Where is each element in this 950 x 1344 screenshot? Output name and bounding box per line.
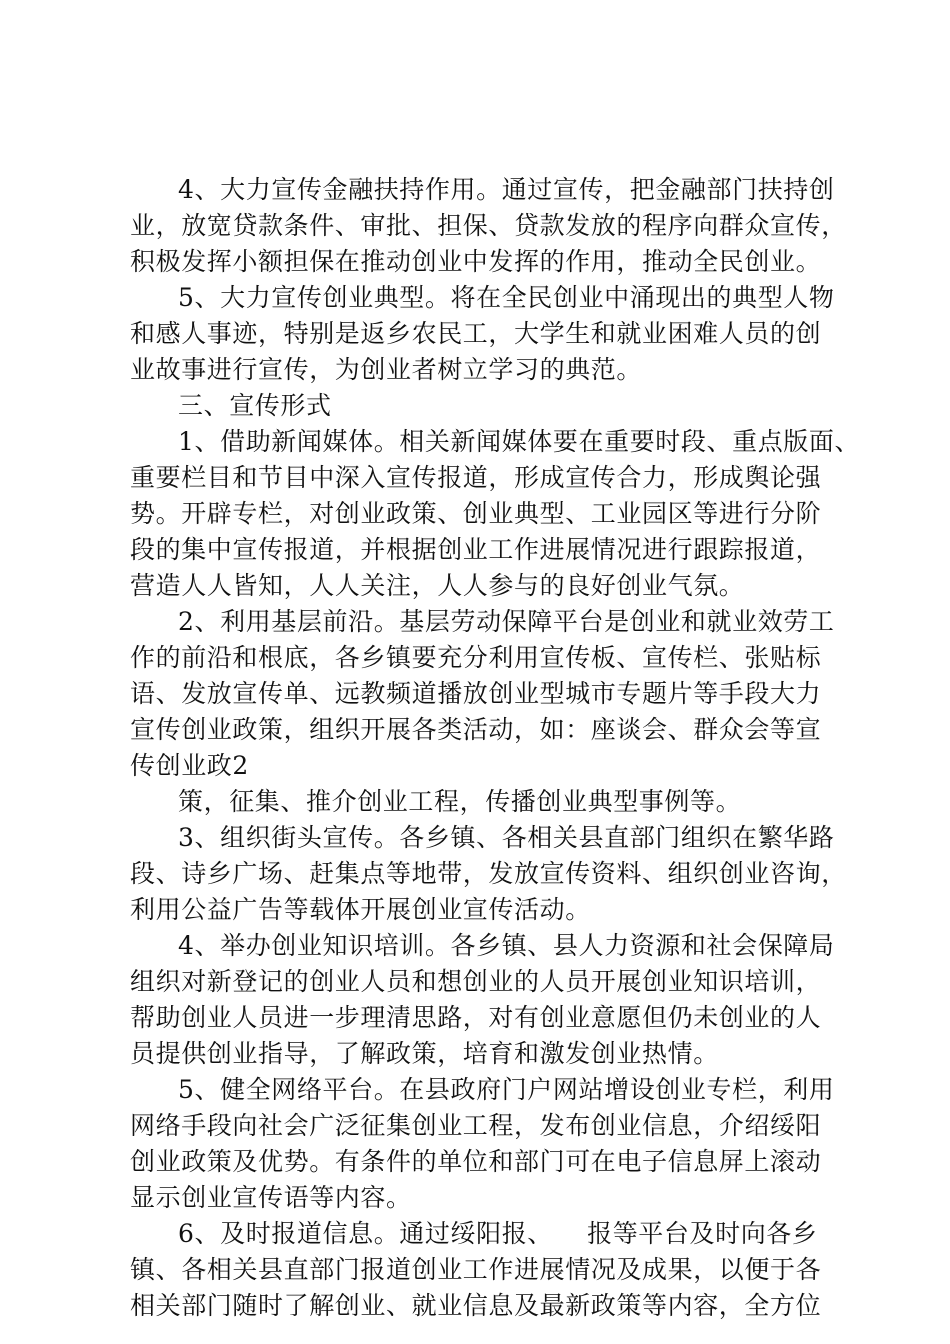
text-line: 4、大力宣传金融扶持作用。通过宣传，把金融部门扶持创	[178, 175, 835, 204]
text-line: 员提供创业指导，了解政策，培育和激发创业热情。	[130, 1039, 719, 1068]
text-line: 宣传创业政策，组织开展各类活动，如：座谈会、群众会等宣	[130, 715, 822, 744]
text-line: 5、健全网络平台。在县政府门户网站增设创业专栏，利用	[178, 1075, 835, 1104]
text-line: 4、举办创业知识培训。各乡镇、县人力资源和社会保障局	[178, 931, 835, 960]
text-line: 策，征集、推介创业工程，传播创业典型事例等。	[178, 787, 742, 816]
text-line: 营造人人皆知，人人关注，人人参与的良好创业气氛。	[130, 571, 745, 600]
text-line: 重要栏目和节目中深入宣传报道，形成宣传合力，形成舆论强	[130, 463, 822, 492]
text-line: 相关部门随时了解创业、就业信息及最新政策等内容，全方位	[130, 1291, 822, 1320]
text-line: 2、利用基层前沿。基层劳动保障平台是创业和就业效劳工	[178, 607, 835, 636]
text-line: 帮助创业人员进一步理清思路，对有创业意愿但仍未创业的人	[130, 1003, 822, 1032]
text-line: 语、发放宣传单、远教频道播放创业型城市专题片等手段大力	[130, 679, 822, 708]
text-line: 3、组织街头宣传。各乡镇、各相关县直部门组织在繁华路	[178, 823, 835, 852]
text-line: 段的集中宣传报道，并根据创业工作进展情况进行跟踪报道，	[130, 535, 822, 564]
text-line: 和感人事迹，特别是返乡农民工，大学生和就业困难人员的创	[130, 319, 822, 348]
text-line: 段、诗乡广场、赶集点等地带，发放宣传资料、组织创业咨询，	[130, 859, 847, 888]
text-line: 镇、各相关县直部门报道创业工作进展情况及成果，以便于各	[130, 1255, 822, 1284]
text-line: 网络手段向社会广泛征集创业工程，发布创业信息，介绍绥阳	[130, 1111, 822, 1140]
text-line: 业故事进行宣传，为创业者树立学习的典范。	[130, 355, 643, 384]
text-line: 传创业政2	[130, 751, 249, 780]
text-line: 积极发挥小额担保在推动创业中发挥的作用，推动全民创业。	[130, 247, 822, 276]
text-line: 1、借助新闻媒体。相关新闻媒体要在重要时段、重点版面、	[178, 427, 861, 456]
text-line: 创业政策及优势。有条件的单位和部门可在电子信息屏上滚动	[130, 1147, 822, 1176]
text-line: 显示创业宣传语等内容。	[130, 1183, 412, 1212]
text-line: 利用公益广告等载体开展创业宣传活动。	[130, 895, 591, 924]
text-line: 组织对新登记的创业人员和想创业的人员开展创业知识培训，	[130, 967, 822, 996]
text-line: 作的前沿和根底，各乡镇要充分利用宣传板、宣传栏、张贴标	[130, 643, 822, 672]
text-line: 势。开辟专栏，对创业政策、创业典型、工业园区等进行分阶	[130, 499, 822, 528]
section-heading: 三、宣传形式	[178, 391, 332, 420]
text-line: 5、大力宣传创业典型。将在全民创业中涌现出的典型人物	[178, 283, 835, 312]
text-line: 业，放宽贷款条件、审批、担保、贷款发放的程序向群众宣传，	[130, 211, 847, 240]
text-line: 6、及时报道信息。通过绥阳报、 报等平台及时向各乡	[178, 1219, 818, 1248]
